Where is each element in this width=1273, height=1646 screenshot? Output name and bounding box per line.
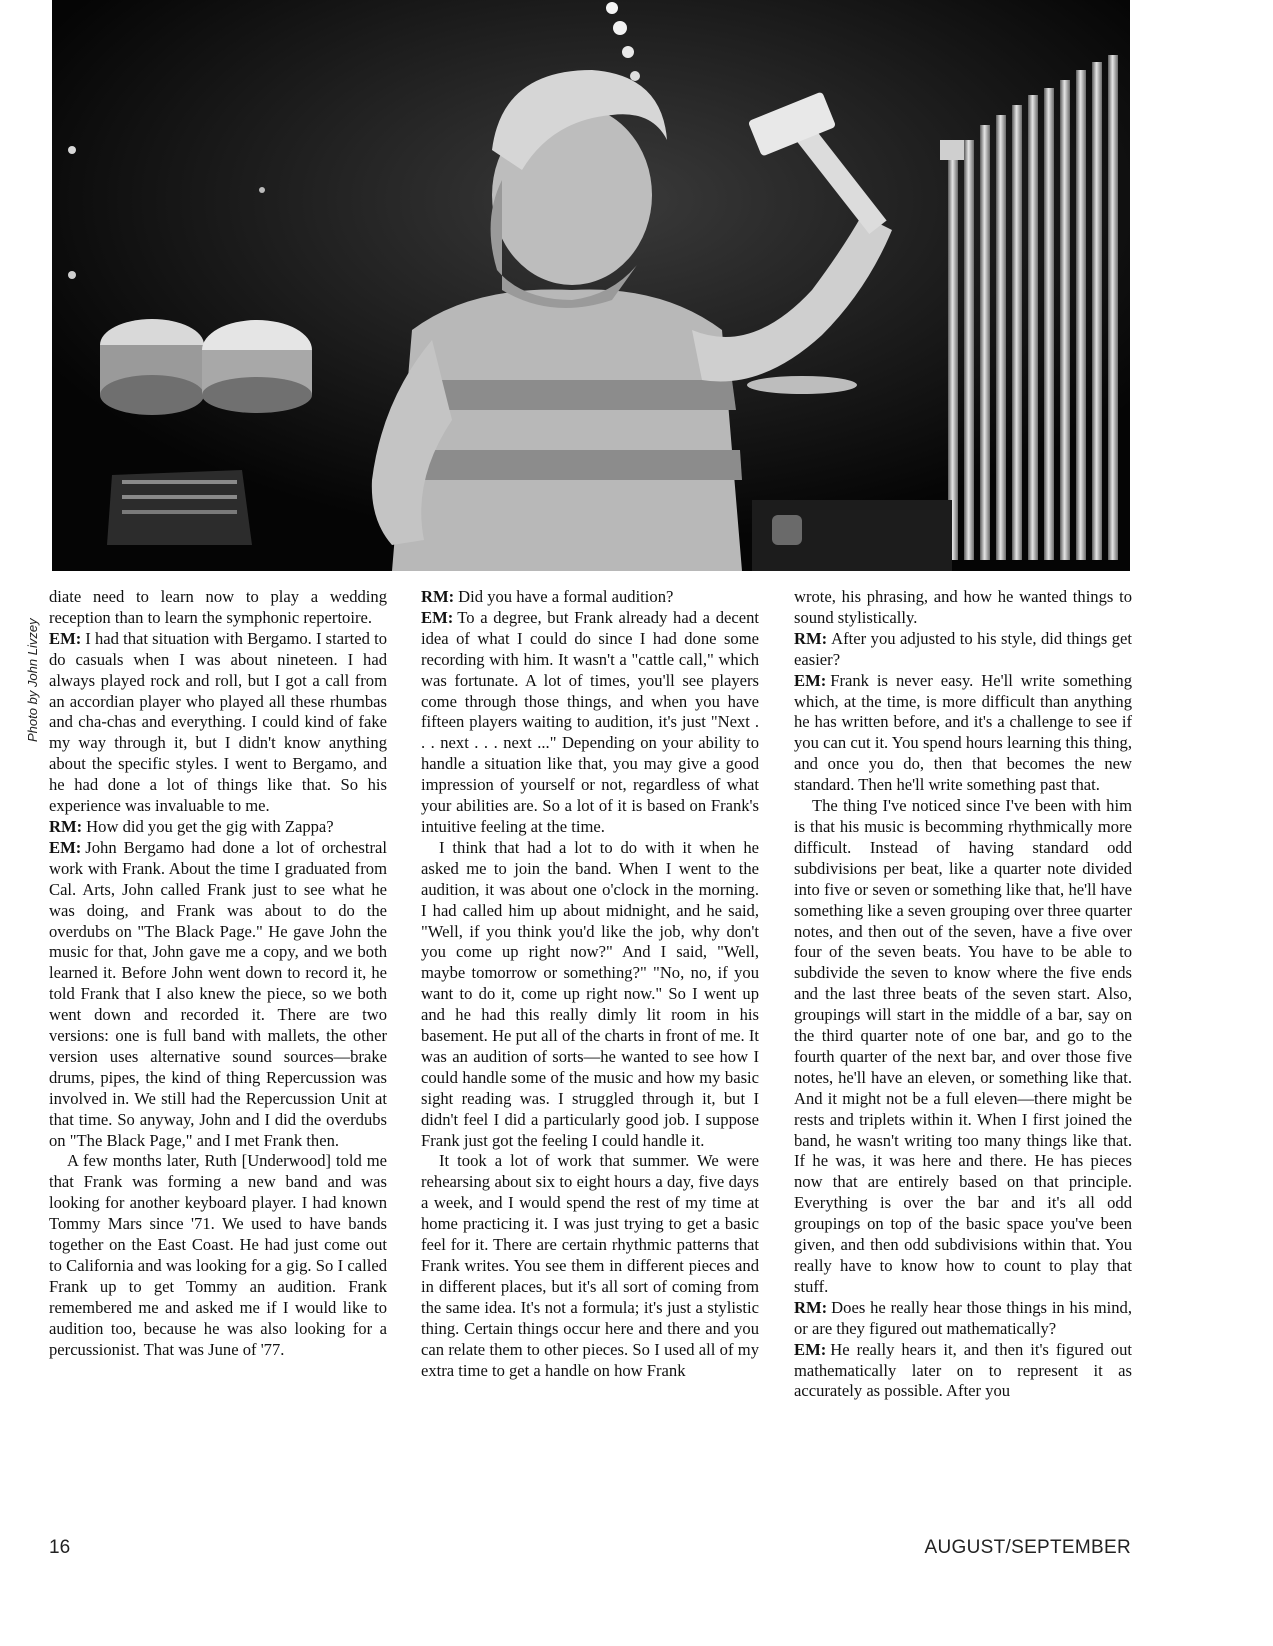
- speaker-label: EM:: [794, 1339, 827, 1359]
- paragraph: [49, 587, 387, 629]
- speaker-label: EM:: [49, 837, 82, 857]
- paragraph-text: wrote, his phrasing, and how he wanted things to sound stylistically.: [794, 587, 1132, 627]
- paragraph-text: He really hears it, and then it's figured out mathematically later on to represent it as accurately as possible. After you: [794, 1339, 1132, 1401]
- photo-credit-text: Photo by John Livzey: [25, 618, 40, 742]
- paragraph: [49, 817, 387, 838]
- paragraph: [421, 838, 759, 1152]
- paragraph: [49, 629, 387, 817]
- concert-photo: [52, 0, 1130, 571]
- paragraph-text: It took a lot of work that summer. We were rehearsing about six to eight hours a day, five days a week, and I would spend the rest of my time at home practicing it. I was just trying to get a basic feel for it. There are certain rhythmic patterns that Frank writes. You see them in different pieces and in different places, but it's all sort of coming from the same idea. It's not a formula; it's just a stylistic thing. Certain things occur here and there and you can relate them to other pieces. So I used all of my extra time to get a handle on how Frank: [421, 1151, 759, 1380]
- paragraph: [794, 671, 1132, 796]
- speaker-label: EM:: [421, 607, 454, 627]
- column-2: [421, 587, 759, 1381]
- photo-credit: [25, 582, 45, 742]
- speaker-label: EM:: [49, 628, 82, 648]
- issue-date: AUGUST/SEPTEMBER: [924, 1537, 1131, 1558]
- paragraph: [421, 1151, 759, 1381]
- paragraph-text: I had that situation with Bergamo. I started to do casuals when I was about nineteen. I had always played rock and roll, but I got a call from an accordian player who played all these rhumbas and cha-chas and everything. I could kind of fake my way through it, but I didn't know anything about the specific styles. I went to Bergamo, and he had done a lot of things like that. So his experience was invaluable to me.: [49, 628, 387, 816]
- speaker-label: EM:: [794, 670, 827, 690]
- paragraph-text: I think that had a lot to do with it when he asked me to join the band. When I went to the audition, it was about one o'clock in the morning. I had called him up about midnight, and he said, "Well, if you think you'd like the job, why don't you come up right now?" And I said, "Well, maybe tomorrow or something?" "No, no, if you want to do it, come up right now." So I went up and he had this really dimly lit room in his basement. He put all of the charts in front of me. It was an audition of sorts—he wanted to see how I could handle some of the music and how my basic sight reading was. I struggled through it, but I didn't feel I did a particularly good job. I suppose Frank just got the feeling I could handle it.: [421, 837, 759, 1150]
- speaker-label: RM:: [49, 816, 83, 836]
- paragraph: [421, 587, 759, 608]
- paragraph-text: A few months later, Ruth [Underwood] told me that Frank was forming a new band and was looking for another keyboard player. I had known Tommy Mars since '71. We used to have bands together on the East Coast. He had just come out to California and was looking for a gig. So I called Frank up to get Tommy an audition. Frank remembered me and asked me if I would like to audition too, because he was also looking for a percussionist. That was June of '77.: [49, 1151, 387, 1359]
- paragraph-text: John Bergamo had done a lot of orchestral work with Frank. About the time I graduated from Cal. Arts, John called Frank just to see what he was doing, and Frank was about to do the overdubs on "The Black Page." He gave John the music for that, John gave me a copy, and we both learned it. Before John went down to record it, he told Frank that I also knew the piece, so we both went down and recorded it. There are two versions: one is full band with mallets, the other version uses alternative sound sources—brake drums, pipes, the kind of thing Repercussion was involved in. We still had the Repercussion Unit at that time. So anyway, John and I did the overdubs on "The Black Page," and I met Frank then.: [49, 837, 387, 1150]
- photo-illustration: [52, 0, 1130, 571]
- paragraph: [794, 796, 1132, 1298]
- paragraph-text: To a degree, but Frank already had a decent idea of what I could do since I had done some recording with him. It wasn't a "cattle call," which was fortunate. A lot of times, you'll see players come through those things, and when you have fifteen players waiting to audition, it's just "Next . . . next . . . next ..." Depending on your ability to handle a situation like that, you may give a good impression of yourself or not, regardless of what your abilities are. So a lot of it is based on Frank's intuitive feeling at the time.: [421, 607, 759, 836]
- speaker-label: RM:: [421, 587, 455, 606]
- paragraph: [794, 1340, 1132, 1403]
- speaker-label: RM:: [794, 628, 828, 648]
- page-number: 16: [49, 1537, 71, 1558]
- paragraph-text: Does he really hear those things in his mind, or are they figured out mathematically?: [794, 1297, 1132, 1338]
- paragraph-text: Frank is never easy. He'll write something which, at the time, is more difficult than anything he has written before, and it's a challenge to see if you can cut it. You spend hours learning this thing, and once you do, then that becomes the new standard. Then he'll write something past that.: [794, 670, 1132, 795]
- column-3: [794, 587, 1132, 1402]
- paragraph-text: diate need to learn now to play a wedding reception than to learn the symphonic repertoire.: [49, 587, 387, 627]
- paragraph: [794, 587, 1132, 629]
- paragraph: [49, 1151, 387, 1360]
- paragraph: [421, 608, 759, 838]
- speaker-label: RM:: [794, 1297, 828, 1317]
- paragraph-text: After you adjusted to his style, did things get easier?: [794, 628, 1132, 669]
- paragraph-text: How did you get the gig with Zappa?: [86, 816, 334, 836]
- paragraph: [794, 629, 1132, 671]
- article-body: [49, 587, 1135, 1527]
- paragraph: [49, 838, 387, 1152]
- paragraph-text: Did you have a formal audition?: [458, 587, 674, 606]
- paragraph-text: The thing I've noticed since I've been with him is that his music is becomming rhythmically more difficult. Instead of having standard odd subdivisions per beat, like a quarter note divided into five or seven or something like that, he'll have something like a seven grouping over three quarter notes, and then out of the seven, have a five over four of the seven beats. You have to be able to subdivide the seven to know where the five ends and the last three beats of the seven start. Also, groupings will start in the middle of a bar, say on the third quarter note of one bar, and go to the fourth quarter of the next bar, and over those five notes, he'll have an eleven, or something like that. And it might not be a full eleven—there might be rests and triplets within it. When I first joined the band, he wasn't writing too many things like that. If he was, it was here and there. He has pieces now that are entirely based on that principle. Everything is over the bar and it's all odd groupings on top of the basic space you've been given, and then odd subdivisions within that. You really have to know how to count to play that stuff.: [794, 796, 1132, 1296]
- column-1: [49, 587, 387, 1361]
- paragraph: [794, 1298, 1132, 1340]
